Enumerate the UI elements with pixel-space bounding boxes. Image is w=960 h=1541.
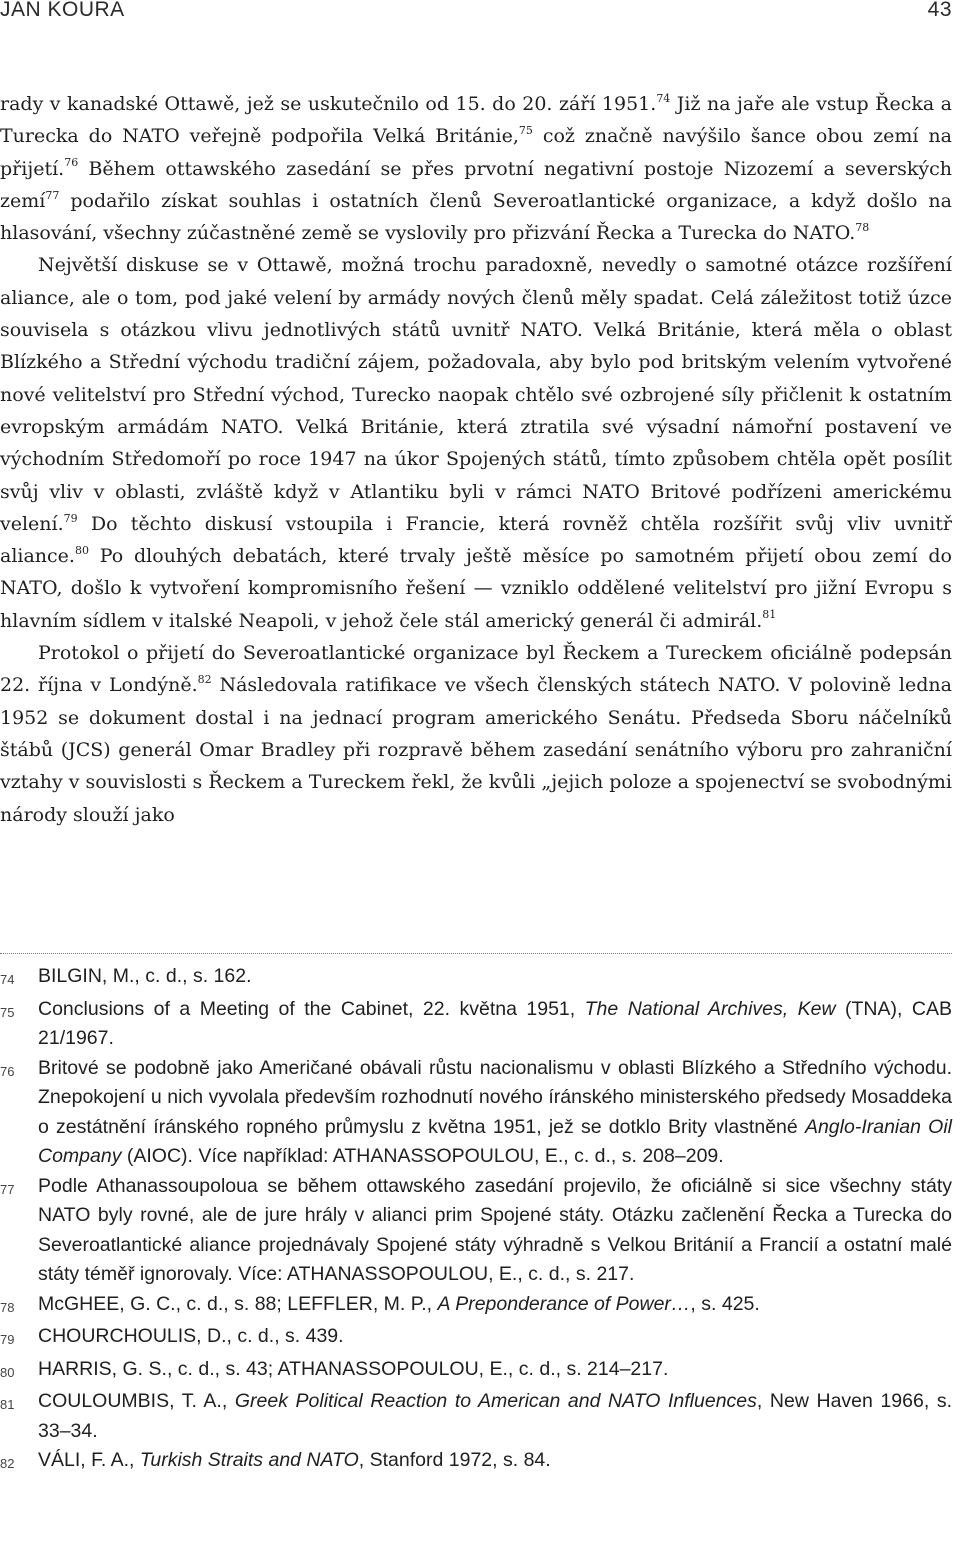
text-run: Největší diskuse se v Ottawě, možná trochu paradoxně, nevedly o samotné otázce rozšíření aliance, ale o tom, pod jaké velení by armády nových členů měly spadat. Celá záležitost totiž úzce souvisela s otázkou vlivu jednotlivých států uvnitř NATO. Velká Británie, která měla o oblast Blízkého a Střední východu tradiční zájem, požadovala, aby bylo pod britským velením vytvořené nové velitelství pro Střední východ, Turecko naopak chtělo své ozbrojené síly přičlenit k ostatním evropským armádám NATO. Velká Británie, která ztratila své výsadní námořní postavení ve východním Středomoří po roce 1947 na úkor Spojených států, tímto způsobem chtěla opět posílit svůj vliv v oblasti, zvláště když v Atlantiku byli v rámci NATO Britové podřízeni americkému velení. <box>0 254 952 535</box>
footnote <box>0 1322 952 1355</box>
footnote-text: Podle Athanassoupoloua se během ottawského zasedání projevilo, že oficiálně si sice všechny státy NATO byly rovné, ale de jure hrály v alianci prim Spojené státy. Otázku začlenění Řecka a Turecka do Severoatlantické aliance projednávaly Spojené státy výhradně s Velkou Británií a Francií a ostatní malé státy téměř ignorovaly. Více: ATHANASSOPOULOU, E., c. d., s. 217. <box>38 1174 952 1285</box>
footnote-text: Britové se podobně jako Američané obávali růstu nacionalismu v oblasti Blízkého a Středního východu. Znepokojení u nich vyvolala především rozhodnutí nového íránského ministerského předsedy Mosaddeka o zestátnění íránského ropného průmyslu z května 1951, jež se dotklo Brity vlastněné Anglo-Iranian Oil Company (AIOC). Více například: ATHANASSOPOULOU, E., c. d., s. 208–209. <box>38 1056 952 1167</box>
text-run: Již na jaře ale vstup Řecka a Turecka do NATO veřejně podpořila Velká Británie, <box>0 93 952 148</box>
text-run: Následovala ratifikace ve všech členských státech NATO. V polovině ledna 1952 se dokument dostal i na jednací program amerického Senátu. Předseda Sboru náčelníků štábů (JCS) generál Omar Bradley při rozpravě během zasedání senátního výboru pro zahraniční vztahy v souvislosti s Řeckem a Tureckem řekl, že kvůli „jejich poloze a spojenectví se svobodnými národy slouží jako <box>0 674 952 826</box>
footnote-ref-74[interactable]: 74 <box>656 91 671 105</box>
footnote-number: 82 <box>0 1456 15 1471</box>
footnote-number: 76 <box>0 1063 15 1079</box>
footnote-text: VÁLI, F. A., Turkish Straits and NATO, Stanford 1972, s. 84. <box>38 1449 551 1471</box>
footnote <box>0 1446 952 1479</box>
running-header-author: JAN KOURA <box>0 0 125 21</box>
text-run: Protokol o přijetí do Severoatlantické organizace byl Řeckem a Tureckem oficiálně podepsán 22. října v Londýně. <box>0 642 952 697</box>
footnote-ref-76[interactable]: 76 <box>64 156 79 170</box>
text-run: rady v kanadské Ottawě, jež se uskutečnilo od 15. do 20. září 1951. <box>0 93 657 115</box>
footnote-text: McGHEE, G. C., c. d., s. 88; LEFFLER, M. P., A Preponderance of Power…, s. 425. <box>38 1292 760 1315</box>
footnote-number: 79 <box>0 1332 15 1347</box>
footnotes <box>0 962 952 1479</box>
paragraph-2 <box>0 249 952 637</box>
footnote-ref-75[interactable]: 75 <box>518 123 533 137</box>
footnote-number: 74 <box>0 972 15 987</box>
paragraph-3 <box>0 637 952 831</box>
footnote <box>0 1054 952 1172</box>
footnote <box>0 995 952 1054</box>
footnote-number: 78 <box>0 1299 15 1315</box>
footnote-text: Conclusions of a Meeting of the Cabinet, 22. května 1951, The National Archives, Kew (TNA), CAB 21/1967. <box>38 997 952 1049</box>
text-run: Do těchto diskusí vstoupila i Francie, která rovněž chtěla rozšířit svůj vliv uvnitř aliance. <box>0 512 952 568</box>
footnote-number: 80 <box>0 1364 15 1380</box>
footnote <box>0 1387 952 1446</box>
footnote-text: BILGIN, M., c. d., s. 162. <box>38 965 252 987</box>
footnote-ref-80[interactable]: 80 <box>74 543 89 557</box>
paragraph-1 <box>0 88 952 249</box>
footnote <box>0 1355 952 1388</box>
footnote-ref-81[interactable]: 81 <box>762 608 777 622</box>
footnote-number: 81 <box>0 1397 15 1412</box>
page-number: 43 <box>927 0 952 21</box>
footnote <box>0 1290 952 1323</box>
footnote-ref-79[interactable]: 79 <box>63 511 78 525</box>
footnote <box>0 1172 952 1290</box>
text-run: Po dlouhých debatách, které trvaly ještě měsíce po samotném přijetí obou zemí do NATO, došlo k vytvoření kompromisního řešení — vzniklo oddělené velitelství pro jižní Evropu s hlavním sídlem v italské Neapoli, v jehož čele stál americký generál či admirál. <box>0 545 952 632</box>
footnote-ref-82[interactable]: 82 <box>197 673 212 687</box>
footnote-number: 77 <box>0 1181 15 1197</box>
footnote <box>0 962 952 995</box>
main-text <box>0 88 952 831</box>
footnote-number: 75 <box>0 1004 15 1020</box>
running-header <box>0 0 960 26</box>
footnote-text: CHOURCHOULIS, D., c. d., s. 439. <box>38 1325 344 1347</box>
footnote-ref-78[interactable]: 78 <box>855 220 870 234</box>
text-run: Během ottawského zasedání se přes prvotní negativní postoje Nizozemí a severských zemí <box>0 157 952 212</box>
text-run: podařilo získat souhlas i ostatních členů Severoatlantické organizace, a když došlo na hlasování, všechny zúčastněné země se vyslovily pro přizvání Řecka a Turecka do NATO. <box>0 189 952 245</box>
footnote-text: COULOUMBIS, T. A., Greek Political Reaction to American and NATO Influences, New Haven 1966, s. 33–34. <box>38 1390 952 1442</box>
footnote-ref-77[interactable]: 77 <box>45 188 60 202</box>
text-run: což značně navýšilo šance obou zemí na přijetí. <box>0 125 952 180</box>
footnote-text: HARRIS, G. S., c. d., s. 43; ATHANASSOPOULOU, E., c. d., s. 214–217. <box>38 1357 669 1380</box>
footnote-separator <box>0 953 952 954</box>
